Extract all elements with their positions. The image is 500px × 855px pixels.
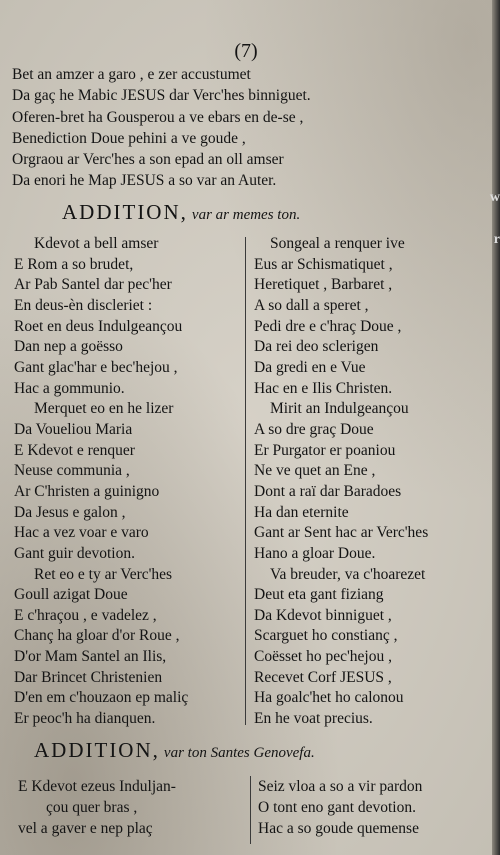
verse-line: Dan nep a goësso [14, 338, 123, 356]
intro-stanza [12, 64, 482, 192]
column-divider [245, 237, 246, 725]
intro-line: Oferen-bret ha Gousperou a ve ebars en de-se , [12, 108, 304, 126]
verse-line: Ne ve quet an Ene , [254, 462, 376, 480]
verse-line: A so dall a speret , [254, 296, 369, 314]
verse-line: Goull azigat Doue [14, 586, 128, 604]
verse-line: Er peoc'h ha dianquen. [14, 710, 156, 728]
intro-line: Benediction Doue pehini a ve goude , [12, 129, 246, 147]
verse-line: Ar C'hristen a guinigno [14, 482, 160, 500]
verse-line: Da rei deo sclerigen [254, 338, 379, 356]
intro-line: Bet an amzer a garo , e zer accustumet [12, 66, 251, 83]
verse-line: Da Voueliou Maria [14, 420, 133, 438]
intro-line: Orgraou ar Verc'hes a son epad an oll amser [12, 151, 284, 169]
verse-line: O tont eno gant devotion. [258, 799, 416, 816]
verse-line: E Kdevot ezeus Induljan- [18, 778, 176, 795]
verse-line: Va breuder, va c'hoarezet [270, 565, 426, 583]
verse-line: Dar Brincet Christenien [14, 668, 163, 686]
verse-line: Kdevot a bell amser [34, 235, 159, 252]
verse-line: Ha dan eternite [254, 503, 349, 521]
verse-line: Ret eo e ty ar Verc'hes [34, 565, 173, 583]
verse-line: Merquet eo en he lizer [34, 400, 174, 418]
verse-line: Gant guir devotion. [14, 544, 135, 562]
verse-line: Scarguet ho constianç , [254, 627, 398, 645]
intro-line: Da gaç he Mabic JESUS dar Verc'hes binniguet. [12, 87, 311, 105]
verse-line: Hano a gloar Doue. [254, 544, 376, 562]
addition-heading-2 [34, 738, 315, 763]
addition1-right-column [254, 234, 428, 730]
verse-line: Pedi dre e c'hraç Doue , [254, 317, 402, 335]
verse-line: Hac a vez voar e varo [14, 524, 149, 542]
verse-line: Ar Pab Santel dar pec'her [14, 276, 172, 294]
addition2-left-column [18, 776, 176, 839]
verse-line: Da Kdevot binniguet , [254, 606, 392, 624]
verse-line: Da gredi en e Vue [254, 358, 366, 376]
verse-line: çou quer bras , [46, 799, 138, 816]
verse-line: Gant glac'har e bec'hejou , [14, 358, 178, 376]
intro-line: Da enori he Map JESUS a so var an Auter. [12, 172, 277, 190]
page-number: (7) [234, 40, 258, 62]
verse-line: Deut eta gant fiziang [254, 586, 384, 604]
verse-line: Recevet Corf JESUS , [254, 668, 392, 686]
verse-line: Seiz vloa a so a vir pardon [258, 778, 423, 795]
verse-line: D'en em c'houzaon ep maliç [14, 689, 189, 707]
verse-line: E c'hraçou , e vadelez , [14, 606, 157, 624]
addition-title: ADDITION, [62, 200, 188, 224]
verse-line: Hac en e Ilis Christen. [254, 379, 393, 397]
verse-line: Gant ar Sent hac ar Verc'hes [254, 524, 429, 542]
verse-line: Ha goalc'het ho calonou [254, 689, 404, 707]
verse-line: Coësset ho pec'hejou , [254, 648, 392, 666]
verse-line: D'or Mam Santel an Ilis, [14, 648, 167, 666]
verse-line: E Rom a so brudet, [14, 255, 134, 273]
verse-line: vel a gaver e nep plaç [18, 820, 153, 837]
page-edge [489, 0, 500, 855]
edge-mark: w [489, 190, 500, 205]
verse-line: Heretiquet , Barbaret , [254, 276, 393, 294]
verse-line: Chanç ha gloar d'or Roue , [14, 627, 180, 645]
verse-line: E Kdevot e renquer [14, 441, 135, 459]
verse-line: Neuse communia , [14, 462, 130, 480]
verse-line: Dont a raï dar Baradoes [254, 482, 402, 500]
verse-line: Songeal a renquer ive [270, 235, 405, 252]
addition-title: ADDITION, [34, 738, 160, 762]
verse-line: Mirit an Indulgeançou [270, 400, 409, 418]
verse-line: Hac a gommunio. [14, 379, 125, 397]
verse-line: Er Purgator er poaniou [254, 441, 396, 459]
column-divider [250, 776, 251, 844]
addition-subtitle: var ton Santes Genovefa. [163, 745, 315, 761]
verse-line: Eus ar Schismatiquet , [254, 255, 393, 273]
verse-line: Da Jesus e galon , [14, 503, 126, 521]
verse-line: Roet en deus Indulgeançou [14, 317, 183, 335]
addition-heading-1 [62, 200, 300, 225]
addition1-left-column [14, 234, 188, 730]
verse-line: En deus-èn discleriet : [14, 296, 153, 314]
verse-line: Hac a so goude quemense [258, 820, 419, 837]
addition-subtitle: var ar memes ton. [191, 207, 301, 223]
addition2-right-column [258, 776, 422, 839]
verse-line: En he voat precius. [254, 710, 373, 728]
edge-mark: r [493, 232, 500, 247]
verse-line: A so dre graç Doue [254, 420, 374, 438]
